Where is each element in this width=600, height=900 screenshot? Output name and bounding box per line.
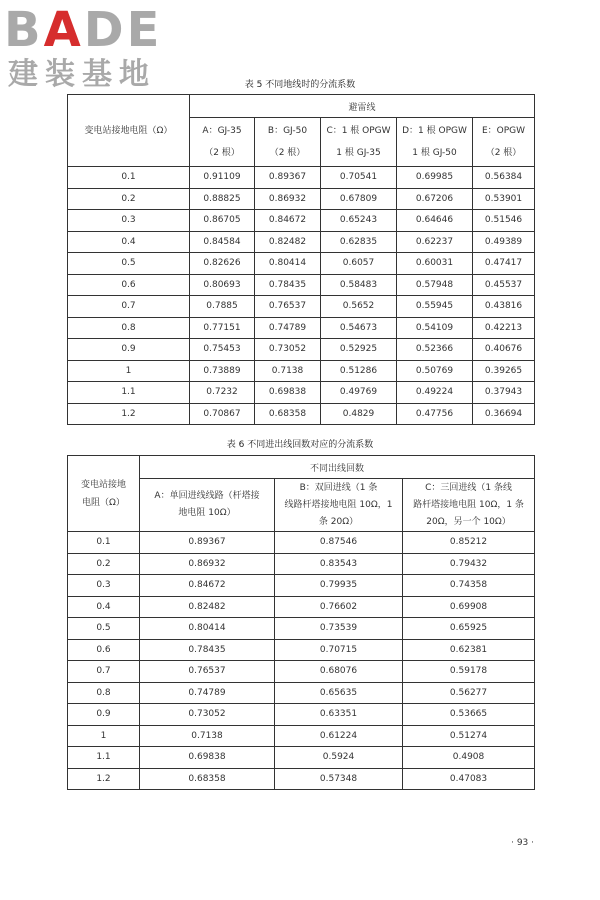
table5-body	[68, 167, 535, 425]
coefficient-cell: 0.65635	[275, 682, 403, 704]
coefficient-cell: 0.45537	[473, 274, 535, 296]
coefficient-cell: 0.78435	[255, 274, 321, 296]
table-row	[68, 296, 535, 318]
coefficient-cell: 0.85212	[403, 532, 535, 554]
coefficient-cell: 0.37943	[473, 382, 535, 404]
table-row	[68, 403, 535, 425]
coefficient-cell: 0.89367	[140, 532, 275, 554]
table5-column-header: A：GJ-35 （2 根）	[190, 118, 255, 167]
coefficient-cell: 0.87546	[275, 532, 403, 554]
table5-column-header: D：1 根 OPGW 1 根 GJ-50	[397, 118, 473, 167]
coefficient-cell: 0.43816	[473, 296, 535, 318]
table-row	[68, 532, 535, 554]
coefficient-cell: 0.67809	[321, 188, 397, 210]
resistance-cell: 0.1	[68, 532, 140, 554]
coefficient-cell: 0.75453	[190, 339, 255, 361]
table6-column-header: A：单回进线线路（杆塔接 地电阻 10Ω）	[140, 479, 275, 532]
table-row	[68, 317, 535, 339]
coefficient-cell: 0.51546	[473, 210, 535, 232]
coefficient-cell: 0.88825	[190, 188, 255, 210]
coefficient-cell: 0.65243	[321, 210, 397, 232]
coefficient-cell: 0.5652	[321, 296, 397, 318]
table-row	[68, 188, 535, 210]
coefficient-cell: 0.50769	[397, 360, 473, 382]
table-row	[68, 639, 535, 661]
coefficient-cell: 0.49769	[321, 382, 397, 404]
resistance-cell: 1.2	[68, 403, 190, 425]
coefficient-cell: 0.42213	[473, 317, 535, 339]
resistance-cell: 1	[68, 360, 190, 382]
coefficient-cell: 0.39265	[473, 360, 535, 382]
table5-column-header: C：1 根 OPGW 1 根 GJ-35	[321, 118, 397, 167]
coefficient-cell: 0.86705	[190, 210, 255, 232]
coefficient-cell: 0.4908	[403, 747, 535, 769]
coefficient-cell: 0.67206	[397, 188, 473, 210]
resistance-cell: 0.7	[68, 661, 140, 683]
coefficient-cell: 0.51286	[321, 360, 397, 382]
coefficient-cell: 0.70867	[190, 403, 255, 425]
coefficient-cell: 0.76537	[140, 661, 275, 683]
coefficient-cell: 0.54109	[397, 317, 473, 339]
resistance-cell: 1.2	[68, 768, 140, 790]
table-row	[68, 210, 535, 232]
coefficient-cell: 0.70541	[321, 167, 397, 189]
table-row	[68, 704, 535, 726]
logo-chinese-text: 建装基地	[8, 57, 156, 92]
coefficient-cell: 0.73052	[140, 704, 275, 726]
coefficient-cell: 0.74358	[403, 575, 535, 597]
coefficient-cell: 0.80693	[190, 274, 255, 296]
table-row	[68, 360, 535, 382]
coefficient-cell: 0.4829	[321, 403, 397, 425]
coefficient-cell: 0.73052	[255, 339, 321, 361]
coefficient-cell: 0.52925	[321, 339, 397, 361]
coefficient-cell: 0.68358	[140, 768, 275, 790]
coefficient-cell: 0.73889	[190, 360, 255, 382]
logo-wordmark: BADE	[4, 2, 163, 58]
coefficient-cell: 0.64646	[397, 210, 473, 232]
resistance-cell: 0.6	[68, 274, 190, 296]
coefficient-cell: 0.82482	[255, 231, 321, 253]
table5-group-header: 避雷线	[190, 95, 535, 118]
table-row	[68, 575, 535, 597]
coefficient-cell: 0.84672	[255, 210, 321, 232]
table-row	[68, 253, 535, 275]
resistance-cell: 1.1	[68, 382, 190, 404]
coefficient-cell: 0.47417	[473, 253, 535, 275]
coefficient-cell: 0.69985	[397, 167, 473, 189]
coefficient-cell: 0.82626	[190, 253, 255, 275]
coefficient-cell: 0.84672	[140, 575, 275, 597]
resistance-cell: 1.1	[68, 747, 140, 769]
coefficient-cell: 0.80414	[255, 253, 321, 275]
resistance-cell: 0.5	[68, 618, 140, 640]
resistance-cell: 0.3	[68, 210, 190, 232]
coefficient-cell: 0.49389	[473, 231, 535, 253]
coefficient-cell: 0.76602	[275, 596, 403, 618]
resistance-cell: 0.6	[68, 639, 140, 661]
coefficient-cell: 0.63351	[275, 704, 403, 726]
coefficient-cell: 0.74789	[255, 317, 321, 339]
coefficient-cell: 0.49224	[397, 382, 473, 404]
table6-column-header: B：双回进线（1 条 线路杆塔接地电阻 10Ω，1 条 20Ω）	[275, 479, 403, 532]
coefficient-cell: 0.91109	[190, 167, 255, 189]
table5-row-header: 变电站接地电阻（Ω）	[68, 95, 190, 167]
table-row	[68, 339, 535, 361]
table5-caption: 表 5 不同地线时的分流系数	[244, 80, 356, 90]
coefficient-cell: 0.74789	[140, 682, 275, 704]
coefficient-cell: 0.61224	[275, 725, 403, 747]
coefficient-cell: 0.7232	[190, 382, 255, 404]
coefficient-cell: 0.76537	[255, 296, 321, 318]
page-number: · 93 ·	[511, 838, 534, 848]
table6-caption: 表 6 不同进出线回数对应的分流系数	[226, 440, 374, 450]
coefficient-cell: 0.68358	[255, 403, 321, 425]
coefficient-cell: 0.53665	[403, 704, 535, 726]
coefficient-cell: 0.68076	[275, 661, 403, 683]
coefficient-cell: 0.69908	[403, 596, 535, 618]
coefficient-cell: 0.55945	[397, 296, 473, 318]
table6	[67, 455, 535, 790]
table-row	[68, 747, 535, 769]
table6-group-header: 不同出线回数	[140, 456, 535, 479]
resistance-cell: 0.9	[68, 704, 140, 726]
coefficient-cell: 0.65925	[403, 618, 535, 640]
table-row	[68, 231, 535, 253]
coefficient-cell: 0.58483	[321, 274, 397, 296]
table6-body	[68, 532, 535, 790]
coefficient-cell: 0.62237	[397, 231, 473, 253]
resistance-cell: 0.4	[68, 231, 190, 253]
coefficient-cell: 0.51274	[403, 725, 535, 747]
coefficient-cell: 0.59178	[403, 661, 535, 683]
table-row	[68, 382, 535, 404]
coefficient-cell: 0.57948	[397, 274, 473, 296]
coefficient-cell: 0.84584	[190, 231, 255, 253]
resistance-cell: 0.2	[68, 553, 140, 575]
resistance-cell: 1	[68, 725, 140, 747]
coefficient-cell: 0.79935	[275, 575, 403, 597]
table5	[67, 94, 535, 425]
coefficient-cell: 0.86932	[255, 188, 321, 210]
coefficient-cell: 0.77151	[190, 317, 255, 339]
coefficient-cell: 0.83543	[275, 553, 403, 575]
table-row	[68, 661, 535, 683]
resistance-cell: 0.8	[68, 317, 190, 339]
coefficient-cell: 0.53901	[473, 188, 535, 210]
coefficient-cell: 0.62381	[403, 639, 535, 661]
coefficient-cell: 0.52366	[397, 339, 473, 361]
table-row	[68, 274, 535, 296]
coefficient-cell: 0.86932	[140, 553, 275, 575]
resistance-cell: 0.9	[68, 339, 190, 361]
table-row	[68, 682, 535, 704]
coefficient-cell: 0.70715	[275, 639, 403, 661]
table-row	[68, 596, 535, 618]
coefficient-cell: 0.79432	[403, 553, 535, 575]
coefficient-cell: 0.57348	[275, 768, 403, 790]
coefficient-cell: 0.56277	[403, 682, 535, 704]
coefficient-cell: 0.47083	[403, 768, 535, 790]
coefficient-cell: 0.82482	[140, 596, 275, 618]
coefficient-cell: 0.7885	[190, 296, 255, 318]
table-row	[68, 768, 535, 790]
table-row	[68, 553, 535, 575]
table5-column-header: E：OPGW （2 根）	[473, 118, 535, 167]
coefficient-cell: 0.36694	[473, 403, 535, 425]
coefficient-cell: 0.54673	[321, 317, 397, 339]
coefficient-cell: 0.47756	[397, 403, 473, 425]
table-row	[68, 167, 535, 189]
coefficient-cell: 0.56384	[473, 167, 535, 189]
coefficient-cell: 0.60031	[397, 253, 473, 275]
coefficient-cell: 0.80414	[140, 618, 275, 640]
coefficient-cell: 0.69838	[140, 747, 275, 769]
table-row	[68, 618, 535, 640]
resistance-cell: 0.4	[68, 596, 140, 618]
coefficient-cell: 0.7138	[255, 360, 321, 382]
table6-row-header: 变电站接地 电阻（Ω）	[68, 456, 140, 532]
coefficient-cell: 0.5924	[275, 747, 403, 769]
table6-column-header: C：三回进线（1 条线 路杆塔接地电阻 10Ω，1 条 20Ω，另一个 10Ω）	[403, 479, 535, 532]
coefficient-cell: 0.73539	[275, 618, 403, 640]
coefficient-cell: 0.69838	[255, 382, 321, 404]
coefficient-cell: 0.89367	[255, 167, 321, 189]
resistance-cell: 0.1	[68, 167, 190, 189]
resistance-cell: 0.7	[68, 296, 190, 318]
coefficient-cell: 0.78435	[140, 639, 275, 661]
resistance-cell: 0.5	[68, 253, 190, 275]
coefficient-cell: 0.7138	[140, 725, 275, 747]
table-row	[68, 725, 535, 747]
resistance-cell: 0.8	[68, 682, 140, 704]
coefficient-cell: 0.6057	[321, 253, 397, 275]
table5-column-header: B：GJ-50 （2 根）	[255, 118, 321, 167]
coefficient-cell: 0.40676	[473, 339, 535, 361]
resistance-cell: 0.3	[68, 575, 140, 597]
resistance-cell: 0.2	[68, 188, 190, 210]
coefficient-cell: 0.62835	[321, 231, 397, 253]
